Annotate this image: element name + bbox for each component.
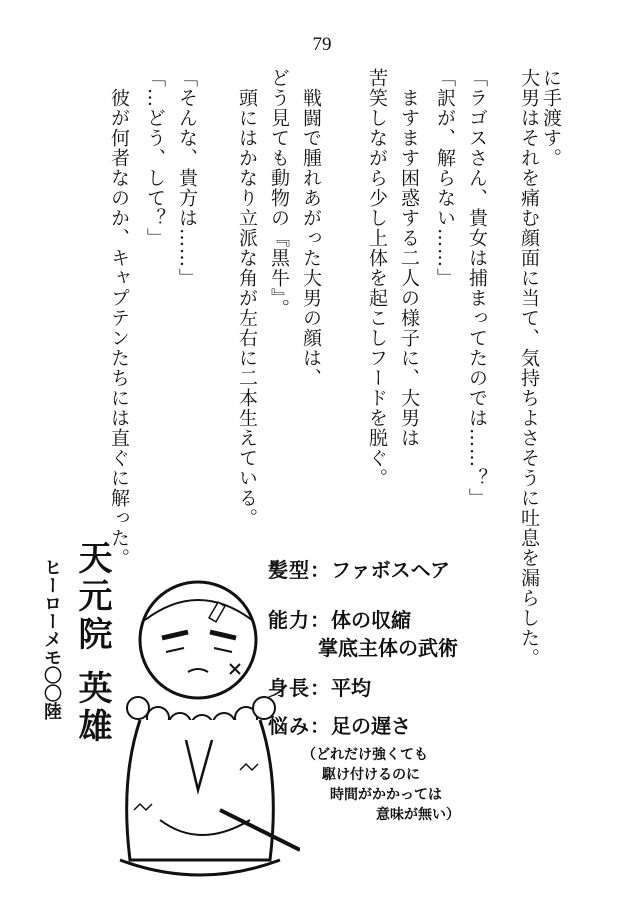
worry-label: 悩み： <box>268 714 331 738</box>
height-value: 平均 <box>331 676 371 700</box>
body-line-12: 彼が何者なのか、キャプテンたちには直ぐに解った。 <box>108 88 130 568</box>
worry-value: 足の遅さ <box>331 714 411 738</box>
character-name: 天元院 英雄 <box>72 540 112 746</box>
body-line-7: 戦闘で腫れあがった大男の顔は、 <box>300 88 322 388</box>
body-line-1: に手渡す。 <box>540 68 562 168</box>
worry-note-2: 駆け付けるのに <box>322 767 420 783</box>
worry-note-1: （どれだけ強くても <box>302 747 428 763</box>
page-number: 79 <box>312 34 332 55</box>
body-line-6: 苦笑しながら少し上体を起こしフードを脱ぐ。 <box>366 68 388 488</box>
worry-note-3: 時間がかかっては <box>330 787 442 803</box>
body-line-4: 「訳が、解らない……」 <box>434 68 456 288</box>
height-label: 身長： <box>268 676 331 700</box>
ability-value-1: 体の収縮 <box>331 608 411 632</box>
ability-label: 能力： <box>268 608 331 632</box>
height-row <box>268 672 371 701</box>
ability-row <box>268 604 411 633</box>
body-line-9: 頭にはかなり立派な角が左右に二本生えている。 <box>236 88 258 528</box>
hair-label: 髪型： <box>268 558 331 582</box>
body-line-11: 「…どう、して？」 <box>144 68 166 248</box>
body-line-10: 「そんな、貴方は……」 <box>176 68 198 288</box>
worry-note-4: 意味が無い） <box>376 807 460 823</box>
hair-row <box>268 554 450 583</box>
character-subtitle: ヒーローメモ〇〇陸 <box>41 558 62 720</box>
hair-value: ファボスヘア <box>331 558 450 582</box>
body-line-8: どう見ても動物の『黒牛』。 <box>268 68 290 319</box>
ability-value-2: 掌底主体の武術 <box>318 636 458 660</box>
character-profile <box>0 530 644 900</box>
body-line-5: ますます困惑する二人の様子に、大男は <box>398 88 420 448</box>
body-line-3: 「ラゴスさん、貴女は捕まってたのでは……？」 <box>466 68 488 508</box>
worry-row <box>268 710 411 739</box>
body-line-2: 大男はそれを痛む顔面に当て、気持ちよさそうに吐息を漏らした。 <box>518 68 540 668</box>
